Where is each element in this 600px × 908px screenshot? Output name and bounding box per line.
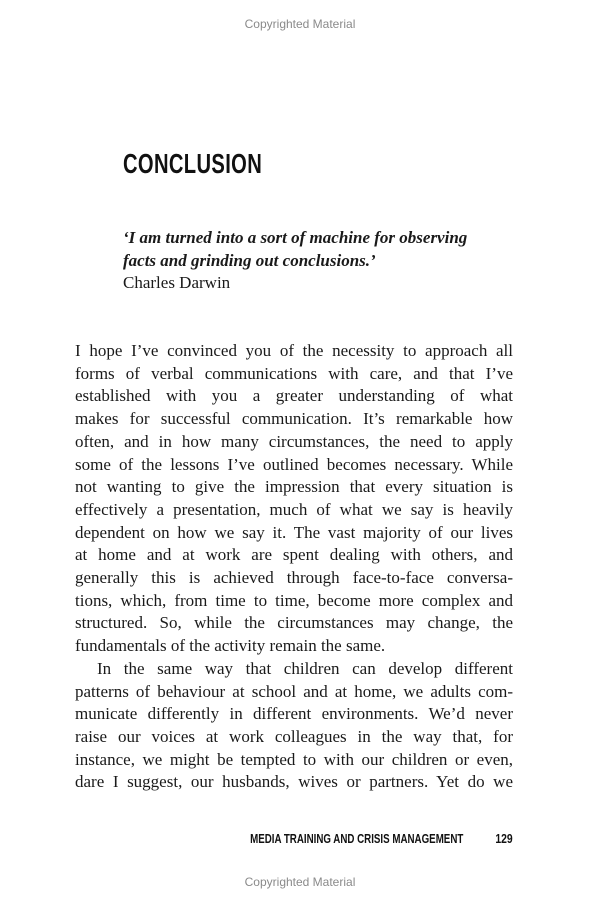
body-line: makes for successful communication. It’s remarkable how bbox=[75, 409, 513, 429]
epigraph-line: ‘I am turned into a sort of machine for observing bbox=[123, 228, 468, 247]
body-line: municate differently in different environments. We’d never bbox=[75, 704, 513, 724]
body-line: I hope I’ve convinced you of the necessity to approach all bbox=[75, 341, 513, 360]
body-line: In the same way that children can develop different bbox=[97, 658, 513, 678]
body-line: generally this is achieved through face-to-face conversa- bbox=[75, 568, 513, 588]
epigraph-line: facts and grinding out conclusions.’ bbox=[123, 250, 376, 270]
body-line: often, and in how many circumstances, the need to apply bbox=[75, 431, 513, 451]
body-line: fundamentals of the activity remain the same. bbox=[75, 636, 386, 656]
body-line: effectively a presentation, much of what we say is heavily bbox=[75, 499, 513, 519]
page-number: 129 bbox=[495, 831, 513, 846]
body-line: some of the lessons I’ve outlined becomes necessary. While bbox=[75, 454, 513, 474]
body-line: forms of verbal communications with care, and that I’ve bbox=[75, 363, 513, 383]
chapter-title: CONCLUSION bbox=[123, 148, 263, 179]
body-line: at home and at work are spent dealing with others, and bbox=[75, 545, 513, 565]
body-line: established with you a greater understanding of what bbox=[75, 386, 513, 406]
body-line: tions, which, from time to time, become more complex and bbox=[75, 590, 513, 610]
body-line: raise our voices at work colleagues in the way that, for bbox=[75, 726, 513, 746]
body-line: structured. So, while the circumstances may change, the bbox=[75, 613, 513, 633]
body-line: dependent on how we say it. The vast majority of our lives bbox=[75, 522, 513, 542]
body-line: not wanting to give the impression that every situation is bbox=[75, 477, 513, 497]
epigraph bbox=[123, 227, 467, 295]
running-title: MEDIA TRAINING AND CRISIS MANAGEMENT bbox=[249, 831, 463, 846]
body-line: dare I suggest, our husbands, wives or partners. Yet do we bbox=[75, 772, 513, 792]
copyright-watermark-top: Copyrighted Material bbox=[244, 17, 356, 31]
body-text bbox=[75, 340, 513, 794]
body-line: instance, we might be tempted to with our children or even, bbox=[75, 749, 513, 769]
epigraph-author: Charles Darwin bbox=[123, 273, 231, 292]
body-line: patterns of behaviour at school and at home, we adults com- bbox=[75, 681, 513, 701]
copyright-watermark-bottom: Copyrighted Material bbox=[244, 875, 356, 889]
